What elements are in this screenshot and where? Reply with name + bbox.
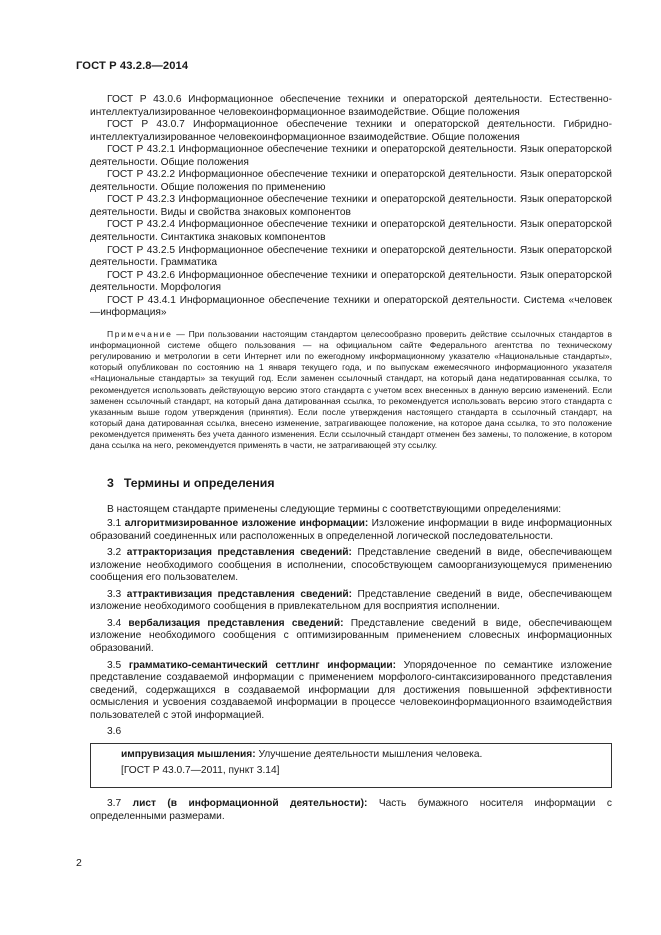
term-name: лист (в информационной деятельности): (132, 797, 368, 809)
term-definition: Представление сведений в виде, обеспечивающем изложение необходимого сообщения с оптимизированным применением словесных информационных образований. (90, 617, 612, 655)
reference-item: ГОСТ Р 43.2.6 Информационное обеспечение техники и операторской деятельности. Язык операторской деятельности. Морфология (90, 269, 612, 294)
section-heading (90, 476, 612, 490)
reference-item: ГОСТ Р 43.2.1 Информационное обеспечение техники и операторской деятельности. Язык операторской деятельности. Общие положения (90, 144, 612, 168)
term-number: 3.1 (107, 518, 122, 530)
note-label: Примечание (107, 328, 173, 339)
term-name: аттрактивизация представления сведений: (126, 588, 353, 600)
section-number: 3 (107, 475, 114, 490)
term-entry (90, 660, 612, 723)
term-number: 3.3 (107, 588, 122, 600)
term-name: импрувизация мышления: (121, 748, 256, 760)
term-number: 3.2 (107, 547, 122, 559)
document-code-header: ГОСТ Р 43.2.8—2014 (76, 60, 189, 72)
term-source-reference: [ГОСТ Р 43.0.7—2011, пункт 3.14] (121, 765, 280, 777)
term-definition: Изложение информации в виде информационных образований соединенных или расположенных в определенной логической последовательности. (90, 518, 612, 542)
term-entry (90, 798, 612, 823)
term-entry (90, 547, 612, 585)
reference-item: ГОСТ Р 43.2.2 Информационное обеспечение техники и операторской деятельности. Язык операторской деятельности. Общие положения по применению (90, 169, 612, 193)
normative-references-list (90, 94, 612, 320)
reference-item: ГОСТ Р 43.2.3 Информационное обеспечение техники и операторской деятельности. Язык операторской деятельности. Виды и свойства знаковых компонентов (90, 194, 612, 218)
term-name: грамматико-семантический сеттлинг информации: (128, 659, 397, 671)
term-entry (90, 518, 612, 543)
term-definition: Улучшение деятельности мышления человека. (255, 748, 483, 760)
term-name: вербализация представления сведений: (128, 617, 344, 629)
term-name: аттракторизация представления сведений: (126, 547, 352, 559)
reference-item: ГОСТ Р 43.4.1 Информационное обеспечение техники и операторской деятельности. Система «человек—информация» (90, 294, 612, 319)
term-number: 3.5 (107, 659, 122, 671)
reference-item: ГОСТ Р 43.2.4 Информационное обеспечение техники и операторской деятельности. Язык операторской деятельности. Синтактика знаковых компонентов (90, 219, 612, 244)
term-definition: Представление сведений в виде, обеспечивающем изложение необходимого сообщения в привлекательном для восприятия исполнении. (90, 588, 612, 613)
quoted-term-box (90, 743, 612, 788)
term-number: 3.7 (107, 797, 122, 809)
term-definition: Упорядоченное по семантике изложение представление создаваемой информации с применением морфолого-синтаксизированного представления сведений, содержащихся в создаваемой информации для достижения повышенной эффективности осмысления и усвоения создаваемой информации в процессе человекоинформационного взаимодействия пользователей с этой информацией. (90, 659, 612, 721)
reference-item: ГОСТ Р 43.0.6 Информационное обеспечение техники и операторской деятельности. Естественно-интеллектуализированное человекоинформационное взаимодействие. Общие положения (90, 94, 612, 118)
note-block (90, 329, 612, 452)
term-number: 3.4 (107, 617, 122, 629)
term-entry (90, 589, 612, 614)
term-number-only: 3.6 (107, 726, 122, 738)
term-name: алгоритмизированное изложение информации: (124, 518, 369, 530)
term-definition: Представление сведений в виде, обеспечивающем изложение необходимого сообщения в исполнении, способствующем самоорганизующемуся применению сообщения его пользователем. (90, 547, 612, 584)
reference-item: ГОСТ Р 43.0.7 Информационное обеспечение техники и операторской деятельности. Гибридно-интеллектуализированное человекоинформационное взаимодействие. Общие положения (90, 119, 612, 143)
note-text: — При пользовании настоящим стандартом целесообразно проверить действие ссылочных стандартов в информационной системе общего пользования — на официальном сайте Федерального агентства по техническому регулированию и метрологии в сети Интернет или по ежегодному информационному указателю «Национальные стандарты», который опубликован по состоянию на 1 января текущего года, и по выпускам ежемесячного информационного указателя «Национальные стандарты» за текущий год. Если заменен ссылочный стандарт, на который дана недатированная ссылка, то рекомендуется использовать действующую версию этого стандарта с учетом всех внесенных в данную версию изменений. Если заменен ссылочный стандарт, на который дана датированная ссылка, то рекомендуется использовать версию этого стандарта с указанным выше годом утверждения (принятия). Если после утверждения настоящего стандарта в ссылочный стандарт, на который дана датированная ссылка, внесено изменение, затрагивающее положение, на которое дана ссылка, то это положение рекомендуется применять без учета данного изменения. Если ссылочный стандарт отменен без замены, то положение, в котором дана ссылка на него, рекомендуется применять в части, не затрагивающей эту ссылку. (90, 328, 612, 451)
term-entry (90, 618, 612, 656)
reference-item: ГОСТ Р 43.2.5 Информационное обеспечение техники и операторской деятельности. Язык операторской деятельности. Грамматика (90, 244, 612, 269)
term-definition: Часть бумажного носителя информации с определенными размерами. (90, 797, 612, 822)
boxed-term-entry (121, 749, 611, 762)
page-content (90, 94, 612, 827)
note-paragraph (90, 329, 612, 452)
section-title: Термины и определения (123, 475, 275, 490)
section-intro: В настоящем стандарте применены следующие термины с соответствующими определениями: (107, 503, 562, 515)
terms-list (90, 504, 612, 823)
page-number: 2 (76, 857, 82, 869)
